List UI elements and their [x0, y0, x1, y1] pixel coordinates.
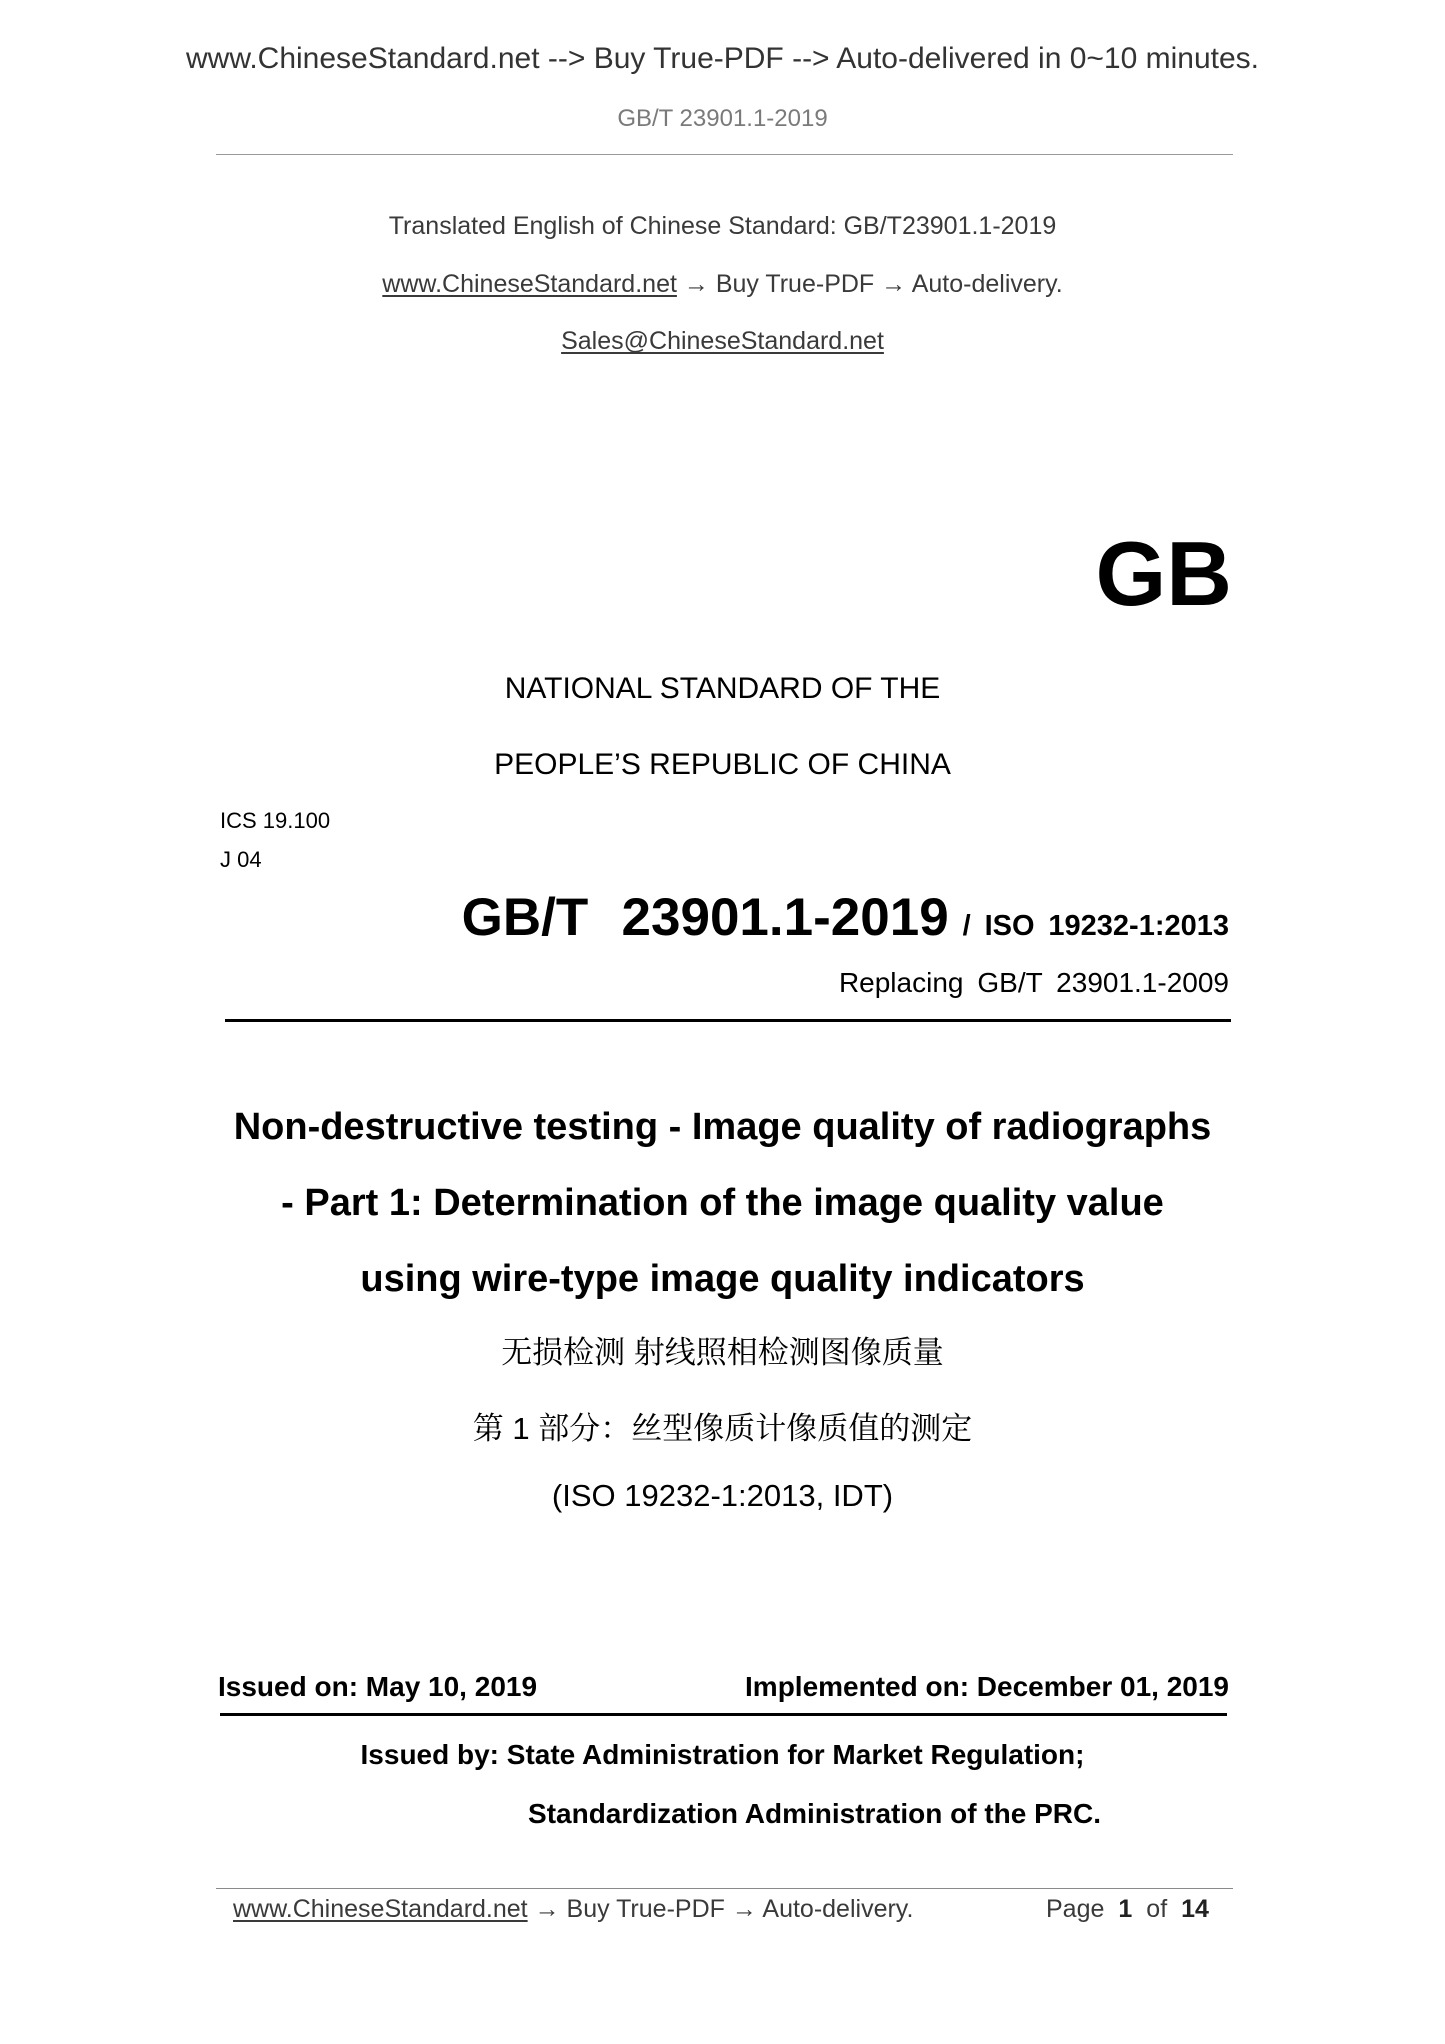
title-chinese-line-2: 第 1 部分：丝型像质计像质值的测定 — [472, 1411, 973, 1446]
page-of-label: of — [1146, 1895, 1168, 1923]
page-total: 14 — [1181, 1895, 1209, 1923]
standard-number-line — [462, 886, 1229, 963]
iso-adoption: (ISO 19232-1:2013, IDT) — [551, 1478, 894, 1513]
title-divider — [225, 1019, 1231, 1022]
replacing-standard: Replacing GB/T 23901.1-2009 — [838, 967, 1229, 998]
iso-equivalent: / ISO 19232-1:2013 — [962, 910, 1229, 942]
header-divider — [216, 154, 1233, 155]
sales-email-link[interactable]: Sales@ChineseStandard.net — [561, 327, 884, 355]
footer-purchase-text: → Buy True-PDF → Auto-delivery. — [527, 1895, 914, 1923]
footer-site-link[interactable]: www.ChineseStandard.net — [233, 1895, 528, 1923]
footer-purchase-line — [233, 1894, 913, 1924]
national-standard-line-2: PEOPLE’S REPUBLIC OF CHINA — [494, 748, 951, 781]
purchase-text: → Buy True-PDF → Auto-delivery. — [676, 270, 1063, 298]
page-label: Page — [1046, 1895, 1105, 1923]
issued-by-line-2: Standardization Administration of the PRC. — [528, 1798, 1101, 1829]
dates-divider — [220, 1713, 1227, 1716]
standard-number: GB/T 23901.1-2019 — [461, 888, 949, 947]
footer-divider — [216, 1888, 1233, 1889]
title-chinese-line-1: 无损检测 射线照相检测图像质量 — [501, 1335, 944, 1370]
issued-by-line-1: Issued by: State Administration for Market Regulation; — [360, 1739, 1085, 1770]
title-english-line-3: using wire-type image quality indicators — [360, 1258, 1085, 1300]
issued-on-date: Issued on: May 10, 2019 — [218, 1671, 538, 1702]
top-banner: www.ChineseStandard.net --> Buy True-PDF --> Auto-delivered in 0~10 minutes. — [185, 42, 1260, 75]
page-current: 1 — [1118, 1895, 1133, 1923]
ics-code: ICS 19.100 — [220, 808, 331, 833]
ccs-code: J 04 — [220, 847, 262, 872]
purchase-line — [0, 269, 1445, 299]
title-english-line-1: Non-destructive testing - Image quality of radiographs — [233, 1106, 1212, 1148]
header-document-code: GB/T 23901.1-2019 — [617, 105, 828, 132]
gb-logo: GB — [1095, 524, 1232, 625]
page-indicator — [1046, 1894, 1209, 1924]
implemented-on-date: Implemented on: December 01, 2019 — [745, 1671, 1229, 1702]
sales-email-line — [0, 326, 1445, 356]
site-link[interactable]: www.ChineseStandard.net — [382, 270, 677, 298]
title-english-line-2: - Part 1: Determination of the image quality value — [281, 1182, 1164, 1224]
translation-note: Translated English of Chinese Standard: GB/T23901.1-2019 — [388, 212, 1057, 240]
national-standard-line-1: NATIONAL STANDARD OF THE — [504, 672, 941, 705]
